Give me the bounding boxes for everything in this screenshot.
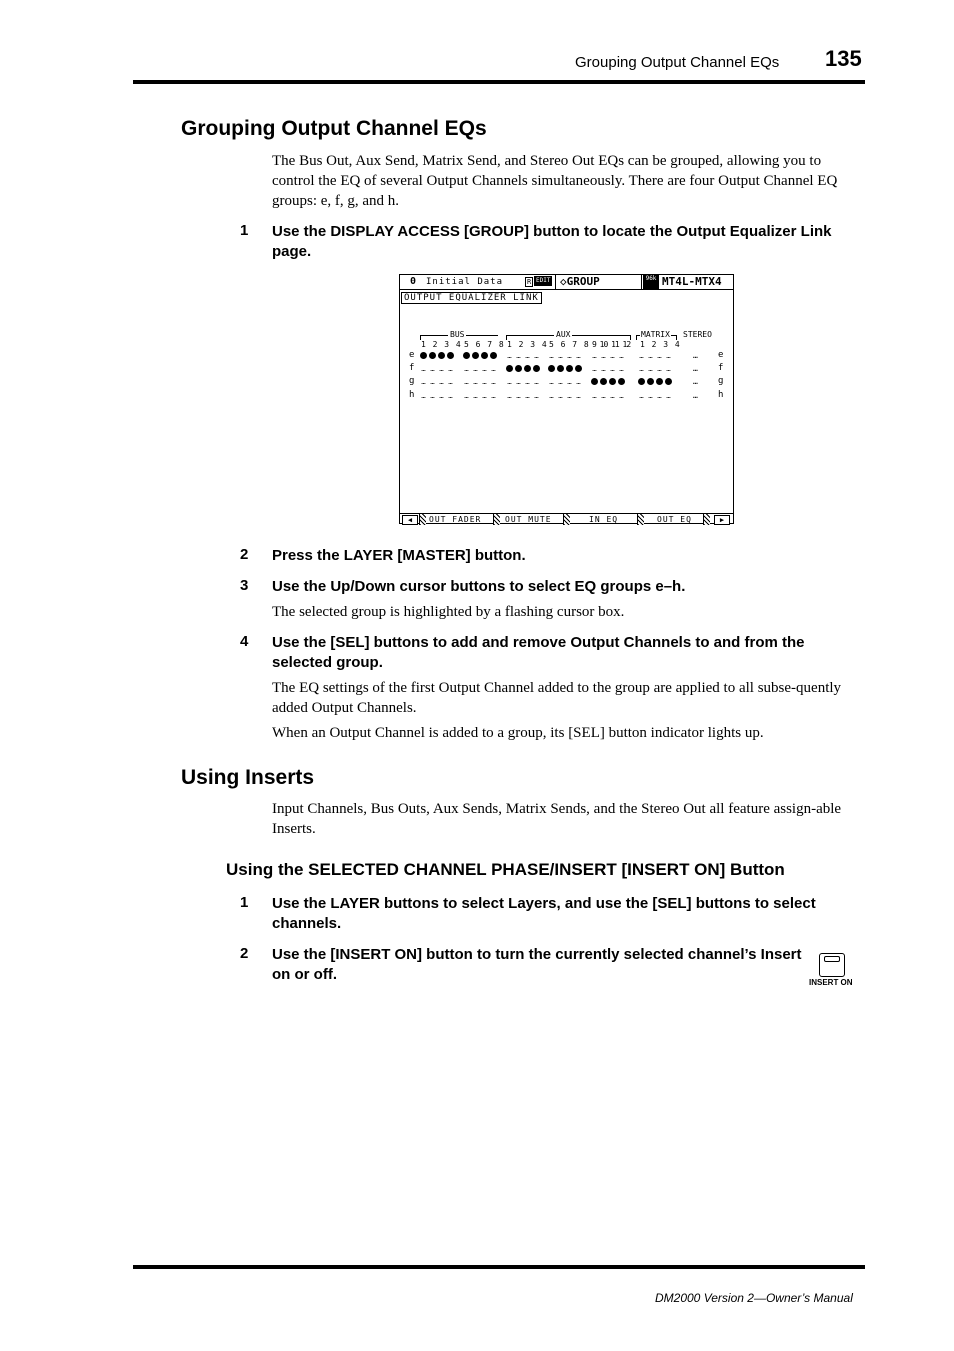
bus-group-label: BUS: [450, 330, 465, 339]
unlinked-channel-mark: …: [567, 351, 572, 360]
unlinked-channel-mark: …: [473, 391, 478, 400]
eq-link-cell[interactable]: [638, 377, 674, 386]
linked-channel-dot: [429, 352, 436, 359]
unlinked-channel-mark: …: [448, 377, 453, 386]
step-number: 1: [240, 894, 249, 911]
eq-link-cell[interactable]: [506, 377, 542, 386]
unlinked-channel-mark: …: [473, 364, 478, 373]
unlinked-channel-mark: …: [610, 351, 615, 360]
unlinked-channel-mark: …: [648, 391, 653, 400]
linked-channel-dot: [548, 365, 555, 372]
unlinked-channel-mark: …: [421, 377, 426, 386]
stereo-group-label: STEREO: [683, 330, 712, 339]
section-intro-paragraph: The Bus Out, Aux Send, Matrix Send, and Stereo Out EQs can be grouped, allowing you to control the EQ of several Output Channels simultaneously. There are four Output Channel EQ groups: e, f, g, and h.: [272, 153, 838, 209]
linked-channel-dot: [600, 378, 607, 385]
unlinked-channel-mark: …: [648, 351, 653, 360]
unlinked-channel-mark: …: [464, 391, 469, 400]
lcd-page-name: ◇GROUP: [560, 275, 600, 288]
matrix-channels-1-4: 1 2 3 4: [640, 340, 681, 349]
unlinked-channel-mark: …: [576, 351, 581, 360]
stereo-link-cell[interactable]: …: [693, 351, 698, 360]
section-intro-paragraph: Input Channels, Bus Outs, Aux Sends, Matrix Sends, and the Stereo Out all feature assign-able Inserts.: [272, 801, 842, 837]
eq-link-cell[interactable]: [420, 391, 456, 400]
unlinked-channel-mark: …: [525, 351, 530, 360]
eq-link-cell[interactable]: [506, 364, 542, 373]
unlinked-channel-mark: …: [491, 391, 496, 400]
lcd-scene-name: Initial Data: [426, 277, 504, 287]
linked-channel-dot: [420, 352, 427, 359]
step-number: 2: [240, 945, 249, 962]
aux-channels-1-4: 1 2 3 4: [507, 340, 548, 349]
eq-link-cell[interactable]: [548, 377, 584, 386]
eq-link-cell[interactable]: [463, 391, 499, 400]
linked-channel-dot: [438, 352, 445, 359]
unlinked-channel-mark: …: [666, 364, 671, 373]
step-number: 2: [240, 546, 249, 563]
eq-link-cell[interactable]: [591, 351, 627, 360]
unlinked-channel-mark: …: [482, 364, 487, 373]
linked-channel-dot: [575, 365, 582, 372]
unlinked-channel-mark: …: [516, 391, 521, 400]
unlinked-channel-mark: …: [473, 377, 478, 386]
unlinked-channel-mark: …: [610, 391, 615, 400]
linked-channel-dot: [472, 352, 479, 359]
unlinked-channel-mark: …: [507, 351, 512, 360]
eq-link-cell[interactable]: [591, 364, 627, 373]
unlinked-channel-mark: …: [558, 377, 563, 386]
aux-group-label: AUX: [556, 330, 571, 339]
step-text: Use the LAYER buttons to select Layers, and use the [SEL] buttons to select channels.: [272, 895, 816, 932]
linked-channel-dot: [665, 378, 672, 385]
unlinked-channel-mark: …: [525, 377, 530, 386]
eq-group-label: g: [409, 376, 415, 386]
unlinked-channel-mark: …: [549, 377, 554, 386]
eq-group-label: g: [718, 376, 724, 386]
unlinked-channel-mark: …: [666, 351, 671, 360]
eq-link-cell[interactable]: [591, 391, 627, 400]
unlinked-channel-mark: …: [592, 351, 597, 360]
lcd-layer-indicator: MT4L-MTX4: [662, 275, 722, 288]
bus-channels-1-4: 1 2 3 4: [421, 340, 462, 349]
tab-divider: [419, 514, 426, 525]
unlinked-channel-mark: …: [610, 364, 615, 373]
lcd-scene-number: 0: [410, 276, 417, 287]
lcd-title-bar: [400, 275, 733, 290]
unlinked-channel-mark: …: [439, 391, 444, 400]
unlinked-channel-mark: …: [558, 391, 563, 400]
eq-group-label: f: [718, 363, 724, 373]
eq-group-label: f: [409, 363, 415, 373]
unlinked-channel-mark: …: [567, 377, 572, 386]
stereo-link-cell[interactable]: …: [693, 377, 698, 386]
unlinked-channel-mark: …: [482, 377, 487, 386]
unlinked-channel-mark: …: [576, 391, 581, 400]
linked-channel-dot: [656, 378, 663, 385]
unlinked-channel-mark: …: [558, 351, 563, 360]
lcd-tab-bar: [400, 513, 733, 525]
left-arrow-icon[interactable]: ◀: [402, 515, 418, 525]
eq-link-cell[interactable]: [506, 391, 542, 400]
eq-link-cell[interactable]: [463, 364, 499, 373]
eq-link-cell[interactable]: [638, 391, 674, 400]
unlinked-channel-mark: …: [464, 377, 469, 386]
unlinked-channel-mark: …: [534, 351, 539, 360]
unlinked-channel-mark: …: [516, 377, 521, 386]
section-heading-grouping: Grouping Output Channel EQs: [181, 117, 487, 140]
footer-rule: [133, 1265, 865, 1269]
unlinked-channel-mark: …: [601, 391, 606, 400]
insert-on-led-icon: [824, 956, 840, 962]
linked-channel-dot: [618, 378, 625, 385]
tab-divider: [703, 514, 710, 525]
bus-channels-5-8: 5 6 7 8: [464, 340, 505, 349]
unlinked-channel-mark: …: [639, 391, 644, 400]
unlinked-channel-mark: …: [601, 351, 606, 360]
footer-text: DM2000 Version 2—Owner’s Manual: [655, 1291, 853, 1305]
unlinked-channel-mark: …: [525, 391, 530, 400]
page-number: 135: [825, 46, 862, 71]
linked-channel-dot: [515, 365, 522, 372]
step-number: 1: [240, 222, 249, 239]
tab-divider: [637, 514, 644, 525]
right-arrow-icon[interactable]: ▶: [714, 515, 730, 525]
tab-in-eq[interactable]: IN EQ: [589, 515, 619, 524]
tab-out-fader[interactable]: OUT FADER: [429, 515, 482, 524]
eq-group-label: h: [718, 390, 724, 400]
unlinked-channel-mark: …: [666, 391, 671, 400]
linked-channel-dot: [447, 352, 454, 359]
step-text: Press the LAYER [MASTER] button.: [272, 547, 526, 564]
unlinked-channel-mark: …: [567, 391, 572, 400]
unlinked-channel-mark: …: [507, 391, 512, 400]
unlinked-channel-mark: …: [657, 364, 662, 373]
stereo-link-cell[interactable]: …: [693, 391, 698, 400]
eq-link-cell[interactable]: [463, 377, 499, 386]
unlinked-channel-mark: …: [601, 364, 606, 373]
linked-channel-dot: [647, 378, 654, 385]
unlinked-channel-mark: …: [491, 377, 496, 386]
unlinked-channel-mark: …: [619, 364, 624, 373]
linked-channel-dot: [481, 352, 488, 359]
eq-group-label: e: [409, 350, 415, 360]
unlinked-channel-mark: …: [448, 364, 453, 373]
subsection-heading: Using the SELECTED CHANNEL PHASE/INSERT [INSERT ON] Button: [226, 860, 785, 879]
lcd-rate-badge: 96k: [643, 275, 659, 289]
lcd-r-badge: R: [527, 278, 532, 286]
unlinked-channel-mark: …: [439, 364, 444, 373]
eq-link-cell[interactable]: [420, 351, 456, 360]
tab-out-mute[interactable]: OUT MUTE: [505, 515, 552, 524]
unlinked-channel-mark: …: [549, 351, 554, 360]
step-text: Use the [INSERT ON] button to turn the currently selected channel’s Insert on or off.: [272, 946, 802, 983]
step-text: Use the DISPLAY ACCESS [GROUP] button to locate the Output Equalizer Link page.: [272, 223, 832, 260]
aux-channels-5-8: 5 6 7 8: [549, 340, 590, 349]
eq-link-cell[interactable]: [463, 351, 499, 360]
stereo-link-cell[interactable]: …: [693, 364, 698, 373]
linked-channel-dot: [638, 378, 645, 385]
lcd-screen: [399, 274, 734, 524]
tab-out-eq[interactable]: OUT EQ: [657, 515, 692, 524]
lcd-divider: [555, 275, 556, 289]
eq-link-cell[interactable]: [638, 364, 674, 373]
unlinked-channel-mark: …: [421, 364, 426, 373]
eq-link-cell[interactable]: [420, 377, 456, 386]
unlinked-channel-mark: …: [534, 377, 539, 386]
bracket-tick: [636, 335, 637, 340]
unlinked-channel-mark: …: [576, 377, 581, 386]
unlinked-channel-mark: …: [534, 391, 539, 400]
section-heading-inserts: Using Inserts: [181, 766, 315, 789]
matrix-group-label: MATRIX: [641, 330, 670, 339]
unlinked-channel-mark: …: [491, 364, 496, 373]
unlinked-channel-mark: …: [549, 391, 554, 400]
eq-link-cell[interactable]: [506, 351, 542, 360]
unlinked-channel-mark: …: [648, 364, 653, 373]
unlinked-channel-mark: …: [657, 351, 662, 360]
linked-channel-dot: [533, 365, 540, 372]
eq-link-cell[interactable]: [591, 377, 627, 386]
step-text: Use the [SEL] buttons to add and remove Output Channels to and from the selected group.: [272, 634, 805, 671]
unlinked-channel-mark: …: [430, 364, 435, 373]
aux-channels-9-12: 9 10 11 12: [592, 340, 631, 349]
lcd-page-title: OUTPUT EQUALIZER LINK: [401, 292, 542, 304]
linked-channel-dot: [524, 365, 531, 372]
linked-channel-dot: [591, 378, 598, 385]
unlinked-channel-mark: …: [430, 391, 435, 400]
unlinked-channel-mark: …: [639, 351, 644, 360]
step-number: 3: [240, 577, 249, 594]
linked-channel-dot: [463, 352, 470, 359]
step-number: 4: [240, 633, 249, 650]
unlinked-channel-mark: …: [619, 391, 624, 400]
eq-link-cell[interactable]: [548, 351, 584, 360]
unlinked-channel-mark: …: [421, 391, 426, 400]
unlinked-channel-mark: …: [430, 377, 435, 386]
unlinked-channel-mark: …: [464, 364, 469, 373]
linked-channel-dot: [490, 352, 497, 359]
tab-divider: [493, 514, 500, 525]
linked-channel-dot: [557, 365, 564, 372]
eq-link-cell[interactable]: [548, 364, 584, 373]
linked-channel-dot: [566, 365, 573, 372]
step-text: Use the Up/Down cursor buttons to select EQ groups e–h.: [272, 578, 686, 595]
eq-link-cell[interactable]: [548, 391, 584, 400]
unlinked-channel-mark: …: [482, 391, 487, 400]
header-rule: [133, 80, 865, 84]
eq-group-label: e: [718, 350, 724, 360]
unlinked-channel-mark: …: [657, 391, 662, 400]
running-header-title: Grouping Output Channel EQs: [575, 54, 780, 71]
insert-on-button-label: INSERT ON: [809, 978, 853, 987]
linked-channel-dot: [609, 378, 616, 385]
step-note: The selected group is highlighted by a flashing cursor box.: [272, 604, 625, 620]
step-note: The EQ settings of the first Output Channel added to the group are applied to all subse-quently added Output Channels.: [272, 680, 842, 716]
eq-group-label: h: [409, 390, 415, 400]
unlinked-channel-mark: …: [619, 351, 624, 360]
unlinked-channel-mark: …: [439, 377, 444, 386]
unlinked-channel-mark: …: [592, 364, 597, 373]
eq-link-cell[interactable]: [420, 364, 456, 373]
unlinked-channel-mark: …: [639, 364, 644, 373]
unlinked-channel-mark: …: [592, 391, 597, 400]
unlinked-channel-mark: …: [448, 391, 453, 400]
eq-link-cell[interactable]: [638, 351, 674, 360]
step-note: When an Output Channel is added to a group, its [SEL] button indicator lights up.: [272, 725, 764, 741]
lcd-divider: [641, 275, 642, 289]
linked-channel-dot: [506, 365, 513, 372]
lcd-edit-badge: EDIT: [536, 277, 551, 284]
tab-divider: [563, 514, 570, 525]
unlinked-channel-mark: …: [516, 351, 521, 360]
unlinked-channel-mark: …: [507, 377, 512, 386]
